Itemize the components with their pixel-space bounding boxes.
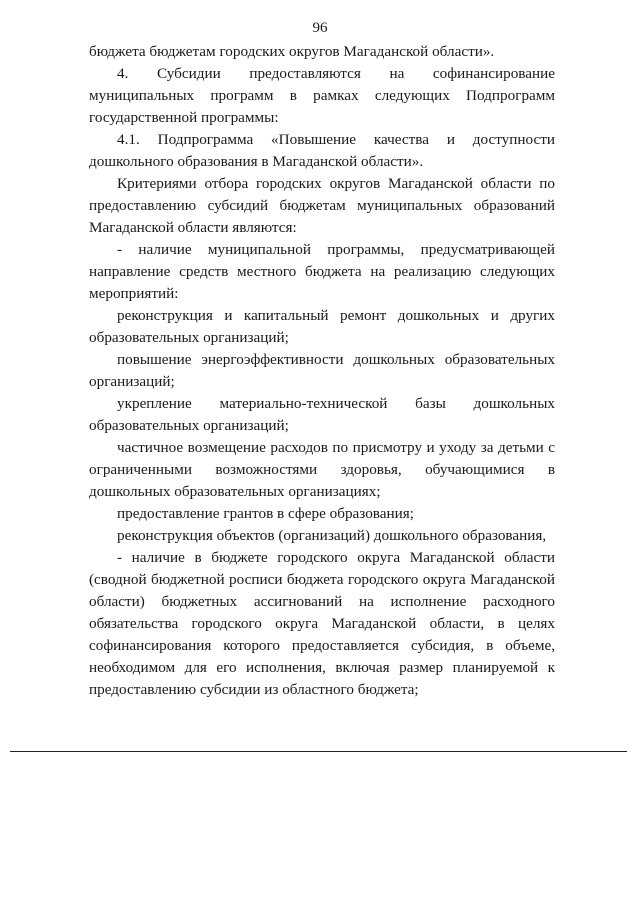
paragraph-activity-energy: повышение энергоэффективности дошкольных образовательных организаций;	[89, 351, 555, 390]
paragraph-criterion-budget: - наличие в бюджете городского округа Магаданской области (сводной бюджетной росписи бюджета городского округа Магаданской области) бюджетных ассигнований на исполнение расходного обязательства городского округа Магаданской области, в целях софинансирования которого предоставляется субсидия, в объеме, необходимом для его исполнения, включая размер планируемой к предоставлению субсидии из областного бюджета;	[89, 549, 555, 698]
paragraph-activity-preschool-reconstruction: реконструкция объектов (организаций) дошкольного образования,	[117, 527, 547, 544]
page-separator-line	[10, 751, 627, 752]
paragraph-activity-compensation: частичное возмещение расходов по присмотру и уходу за детьми с ограниченными возможностями здоровья, обучающимися в дошкольных образовательных организациях;	[89, 439, 555, 500]
paragraph-activity-grants: предоставление грантов в сфере образования;	[117, 505, 414, 522]
paragraph-selection-criteria: Критериями отбора городских округов Магаданской области по предоставлению субсидий бюджетам муниципальных образований Магаданской области являются:	[89, 175, 555, 236]
page-number: 96	[312, 20, 328, 36]
document-body	[89, 41, 555, 701]
paragraph-subsidies-purpose: 4. Субсидии предоставляются на софинансирование муниципальных программ в рамках следующих Подпрограмм государственной программы:	[89, 65, 555, 126]
paragraph-continuation: бюджета бюджетам городских округов Магаданской области».	[89, 43, 495, 60]
paragraph-activity-material-base: укрепление материально-технической базы дошкольных образовательных организаций;	[89, 395, 555, 434]
paragraph-activity-reconstruction: реконструкция и капитальный ремонт дошкольных и других образовательных организаций;	[89, 307, 555, 346]
paragraph-criterion-program: - наличие муниципальной программы, предусматривающей направление средств местного бюджета на реализацию следующих мероприятий:	[89, 241, 555, 302]
paragraph-subprogram-title: 4.1. Подпрограмма «Повышение качества и доступности дошкольного образования в Магаданской области».	[89, 131, 555, 170]
